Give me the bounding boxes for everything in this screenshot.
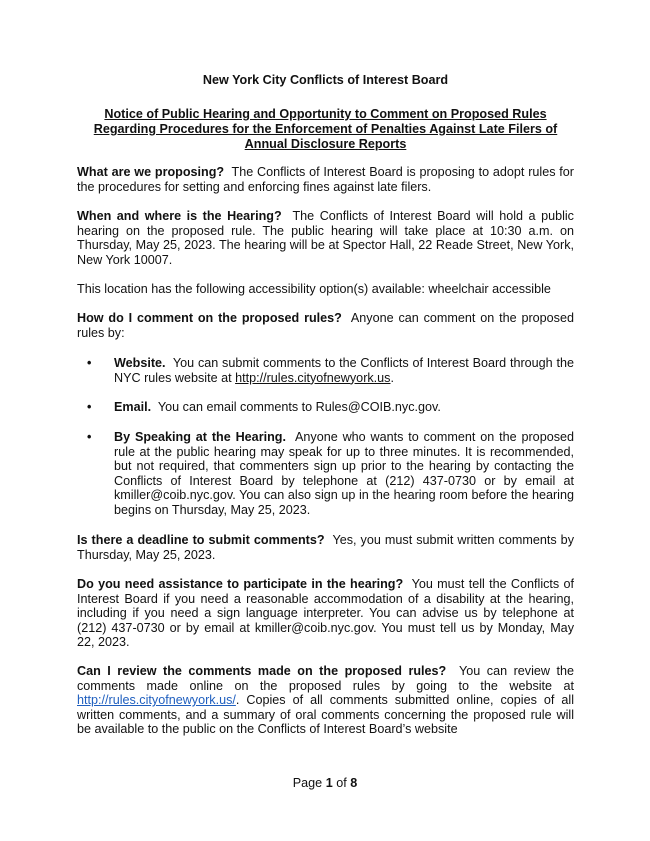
bullet-email-label: Email. xyxy=(114,400,152,414)
section-hearing xyxy=(77,209,574,267)
notice-title-line-1: Notice of Public Hearing and Opportunity to Comment on Proposed Rules xyxy=(104,107,547,121)
answer-how-comment: Anyone can comment on the proposed rules by: xyxy=(77,311,574,340)
org-title: New York City Conflicts of Interest Board xyxy=(202,73,449,87)
review-comments-link[interactable]: http://rules.cityofnewyork.us/ xyxy=(77,693,236,708)
page-current: 1 xyxy=(325,776,333,790)
page-footer: Page 1 of 8 xyxy=(292,776,358,790)
question-review: Can I review the comments made on the proposed rules? xyxy=(77,664,447,678)
bullet-speaking-text: Anyone who wants to comment on the proposed rule at the public hearing may speak for up to three minutes. It is recommended, but not required, that commenters sign up prior to the hearing by contacting the Conflicts of Interest Board by telephone at (212) 437-0730 or by email at kmiller@coib.nyc.gov. You can also sign up in the hearing room before the hearing begins on Thursday, May 25, 2023. xyxy=(114,430,575,517)
bullet-email-text: You can email comments to Rules@COIB.nyc.gov. xyxy=(157,400,441,414)
bullet-icon: • xyxy=(87,356,92,370)
answer-review-after: . Copies of all comments submitted online, copies of all written comments, and a summary of oral comments concerning the proposed rule will be available to the public on the Conflicts of Interest Board’s website xyxy=(77,693,574,737)
notice-title-line-2: Regarding Procedures for the Enforcement of Penalties Against Late Filers of xyxy=(93,122,558,136)
section-deadline xyxy=(77,533,574,562)
notice-title xyxy=(77,107,574,152)
question-hearing: When and where is the Hearing? xyxy=(77,209,282,223)
bullet-speaking-label: By Speaking at the Hearing. xyxy=(114,430,286,444)
bullet-website-text: You can submit comments to the Conflicts of Interest Board through the NYC rules website at xyxy=(114,356,574,385)
question-how-comment: How do I comment on the proposed rules? xyxy=(77,311,342,325)
bullet-icon: • xyxy=(87,430,92,444)
answer-hearing: The Conflicts of Interest Board will hold a public hearing on the proposed rule. The public hearing will take place at 10:30 a.m. on Thursday, May 25, 2023. The hearing will be at Spector Hall, 22 Reade Street, New York, New York 10007. xyxy=(77,209,574,267)
bullet-icon: • xyxy=(87,400,92,414)
answer-proposing: The Conflicts of Interest Board is proposing to adopt rules for the procedures for setting and enforcing fines against late filers. xyxy=(77,165,574,194)
answer-assistance: You must tell the Conflicts of Interest Board if you need a reasonable accommodation of a disability at the hearing, including if you need a sign language interpreter. You can advise us by telephone at (212) 437-0730 or by email at kmiller@coib.nyc.gov. You must tell us by Monday, May 22, 2023. xyxy=(77,577,575,650)
answer-review-before: You can review the comments made online on the proposed rules by going to the website at xyxy=(77,664,574,693)
section-review xyxy=(77,664,574,737)
question-assistance: Do you need assistance to participate in the hearing? xyxy=(77,577,404,591)
bullet-website-label: Website. xyxy=(114,356,166,370)
question-deadline: Is there a deadline to submit comments? xyxy=(77,533,325,547)
notice-title-line-3: Annual Disclosure Reports xyxy=(244,137,407,151)
section-accessibility: This location has the following accessibility option(s) available: wheelchair accessible xyxy=(77,282,551,296)
section-how-comment xyxy=(77,311,574,340)
answer-deadline: Yes, you must submit written comments by Thursday, May 25, 2023. xyxy=(77,533,574,562)
rules-website-link[interactable]: http://rules.cityofnewyork.us xyxy=(235,370,391,385)
section-proposing xyxy=(77,165,574,194)
section-assistance xyxy=(77,577,574,650)
question-proposing: What are we proposing? xyxy=(77,165,225,179)
page-total: 8 xyxy=(350,776,358,790)
